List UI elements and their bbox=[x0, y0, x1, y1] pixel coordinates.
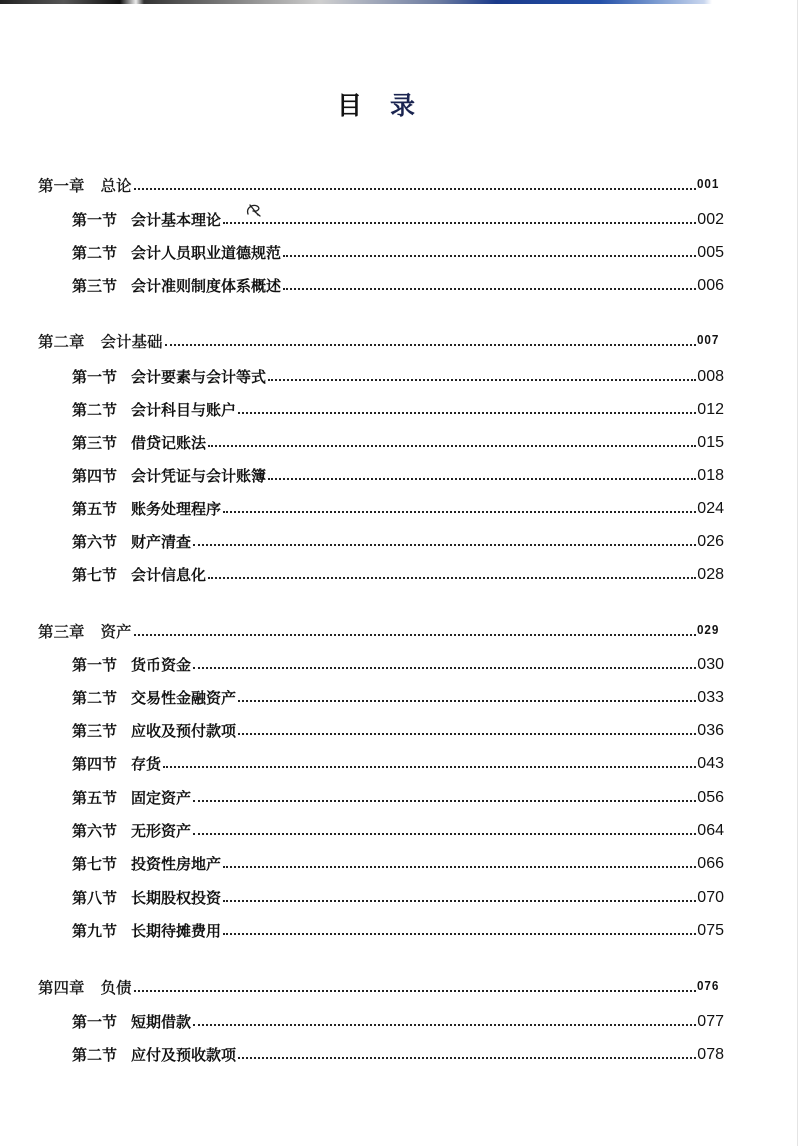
section-title: 会计凭证与会计账簿 bbox=[131, 467, 267, 485]
chapter-title: 负债 bbox=[100, 979, 132, 997]
dot-leader bbox=[193, 667, 696, 669]
dot-leader bbox=[223, 866, 696, 868]
toc-section[interactable] bbox=[72, 431, 724, 453]
section-title: 货币资金 bbox=[131, 656, 192, 674]
section-title: 会计信息化 bbox=[131, 566, 207, 584]
dot-leader bbox=[134, 634, 697, 636]
dot-leader bbox=[283, 255, 696, 257]
chapter-number: 第一章 bbox=[38, 177, 85, 195]
section-title: 会计科目与账户 bbox=[131, 401, 237, 419]
section-title: 固定资产 bbox=[131, 789, 192, 807]
section-number: 第七节 bbox=[72, 855, 118, 873]
chapter-title: 资产 bbox=[100, 623, 132, 641]
dot-leader bbox=[208, 445, 696, 447]
page-edge bbox=[797, 0, 798, 1146]
section-title: 长期股权投资 bbox=[131, 889, 222, 907]
section-number: 第三节 bbox=[72, 722, 118, 740]
section-number: 第五节 bbox=[72, 789, 118, 807]
section-number: 第三节 bbox=[72, 277, 118, 295]
section-number: 第二节 bbox=[72, 1046, 118, 1064]
toc-section[interactable] bbox=[72, 819, 724, 841]
toc-section[interactable] bbox=[72, 208, 724, 230]
section-number: 第三节 bbox=[72, 434, 118, 452]
page-number: 075 bbox=[697, 922, 724, 939]
section-title: 应付及预收款项 bbox=[131, 1046, 237, 1064]
section-title: 会计准则制度体系概述 bbox=[131, 277, 282, 295]
dot-leader bbox=[238, 733, 696, 735]
page-number: 066 bbox=[697, 855, 724, 872]
title-char-1: 目 bbox=[336, 91, 390, 120]
page-number: 005 bbox=[697, 244, 724, 261]
toc-section[interactable] bbox=[72, 653, 724, 675]
title-char-2: 录 bbox=[390, 91, 444, 120]
section-title: 账务处理程序 bbox=[131, 500, 222, 518]
toc-chapter-4[interactable] bbox=[38, 976, 722, 998]
dot-leader bbox=[193, 833, 696, 835]
section-title: 投资性房地产 bbox=[131, 855, 222, 873]
section-title: 交易性金融资产 bbox=[131, 689, 237, 707]
section-title: 存货 bbox=[131, 755, 162, 773]
dot-leader bbox=[268, 478, 696, 480]
section-title: 长期待摊费用 bbox=[131, 922, 222, 940]
handwritten-mark-icon bbox=[244, 202, 264, 218]
scan-edge-strip bbox=[0, 0, 800, 4]
page-number: 006 bbox=[697, 277, 724, 294]
page-number: 030 bbox=[697, 656, 724, 673]
dot-leader bbox=[165, 344, 697, 346]
dot-leader bbox=[193, 1024, 696, 1026]
page-number: 024 bbox=[697, 500, 724, 517]
toc-section[interactable] bbox=[72, 752, 724, 774]
section-number: 第九节 bbox=[72, 922, 118, 940]
dot-leader bbox=[223, 933, 696, 935]
chapter-number: 第二章 bbox=[38, 333, 85, 351]
section-number: 第二节 bbox=[72, 689, 118, 707]
toc-section[interactable] bbox=[72, 686, 724, 708]
page-title bbox=[0, 86, 780, 122]
page-number: 064 bbox=[697, 822, 724, 839]
chapter-number: 第三章 bbox=[38, 623, 85, 641]
section-number: 第七节 bbox=[72, 566, 118, 584]
dot-leader bbox=[208, 577, 696, 579]
dot-leader bbox=[223, 222, 696, 224]
page-number: 033 bbox=[697, 689, 724, 706]
toc-section[interactable] bbox=[72, 719, 724, 741]
page-number: 007 bbox=[697, 332, 720, 347]
section-title: 会计要素与会计等式 bbox=[131, 368, 267, 386]
toc-section[interactable] bbox=[72, 497, 724, 519]
dot-leader bbox=[238, 1057, 696, 1059]
dot-leader bbox=[283, 288, 696, 290]
toc-section[interactable] bbox=[72, 398, 724, 420]
chapter-title: 会计基础 bbox=[100, 333, 163, 351]
section-title: 短期借款 bbox=[131, 1013, 192, 1031]
section-number: 第一节 bbox=[72, 1013, 118, 1031]
page-number: 056 bbox=[697, 789, 724, 806]
page-number: 002 bbox=[697, 211, 724, 228]
toc-section[interactable] bbox=[72, 1010, 724, 1032]
toc-chapter-2[interactable] bbox=[38, 330, 722, 352]
page-number: 043 bbox=[697, 755, 724, 772]
section-number: 第一节 bbox=[72, 656, 118, 674]
toc-section[interactable] bbox=[72, 1043, 724, 1065]
page-number: 036 bbox=[697, 722, 724, 739]
page-number: 001 bbox=[697, 176, 720, 191]
page-number: 077 bbox=[697, 1013, 724, 1030]
section-title: 财产清查 bbox=[131, 533, 192, 551]
dot-leader bbox=[163, 766, 696, 768]
dot-leader bbox=[238, 412, 696, 414]
page-number: 008 bbox=[697, 368, 724, 385]
section-title: 会计基本理论 bbox=[131, 211, 222, 229]
page-number: 078 bbox=[697, 1046, 724, 1063]
section-title: 无形资产 bbox=[131, 822, 192, 840]
section-title: 会计人员职业道德规范 bbox=[131, 244, 282, 262]
dot-leader bbox=[238, 700, 696, 702]
section-number: 第八节 bbox=[72, 889, 118, 907]
section-number: 第四节 bbox=[72, 755, 118, 773]
toc-section[interactable] bbox=[72, 852, 724, 874]
page-number: 070 bbox=[697, 889, 724, 906]
toc-section[interactable] bbox=[72, 786, 724, 808]
toc-section[interactable] bbox=[72, 530, 724, 552]
page-number: 018 bbox=[697, 467, 724, 484]
section-number: 第五节 bbox=[72, 500, 118, 518]
section-title: 应收及预付款项 bbox=[131, 722, 237, 740]
dot-leader bbox=[193, 544, 696, 546]
page-number: 076 bbox=[697, 978, 720, 993]
toc-section[interactable] bbox=[72, 274, 724, 296]
page-number: 012 bbox=[697, 401, 724, 418]
page-number: 015 bbox=[697, 434, 724, 451]
toc-section[interactable] bbox=[72, 241, 724, 263]
toc-section[interactable] bbox=[72, 365, 724, 387]
dot-leader bbox=[134, 188, 697, 190]
section-number: 第四节 bbox=[72, 467, 118, 485]
dot-leader bbox=[223, 900, 696, 902]
page-number: 028 bbox=[697, 566, 724, 583]
section-number: 第二节 bbox=[72, 401, 118, 419]
toc-section[interactable] bbox=[72, 563, 724, 585]
toc-section[interactable] bbox=[72, 464, 724, 486]
dot-leader bbox=[268, 379, 696, 381]
section-title: 借贷记账法 bbox=[131, 434, 207, 452]
page-number: 029 bbox=[697, 622, 720, 637]
toc-chapter-1[interactable] bbox=[38, 174, 722, 196]
section-number: 第二节 bbox=[72, 244, 118, 262]
chapter-number: 第四章 bbox=[38, 979, 85, 997]
dot-leader bbox=[223, 511, 696, 513]
page-number: 026 bbox=[697, 533, 724, 550]
chapter-title: 总论 bbox=[100, 177, 132, 195]
dot-leader bbox=[193, 800, 696, 802]
section-number: 第六节 bbox=[72, 822, 118, 840]
dot-leader bbox=[134, 990, 697, 992]
toc-chapter-3[interactable] bbox=[38, 620, 722, 642]
toc-section[interactable] bbox=[72, 919, 724, 941]
toc-section[interactable] bbox=[72, 886, 724, 908]
section-number: 第一节 bbox=[72, 211, 118, 229]
section-number: 第六节 bbox=[72, 533, 118, 551]
section-number: 第一节 bbox=[72, 368, 118, 386]
